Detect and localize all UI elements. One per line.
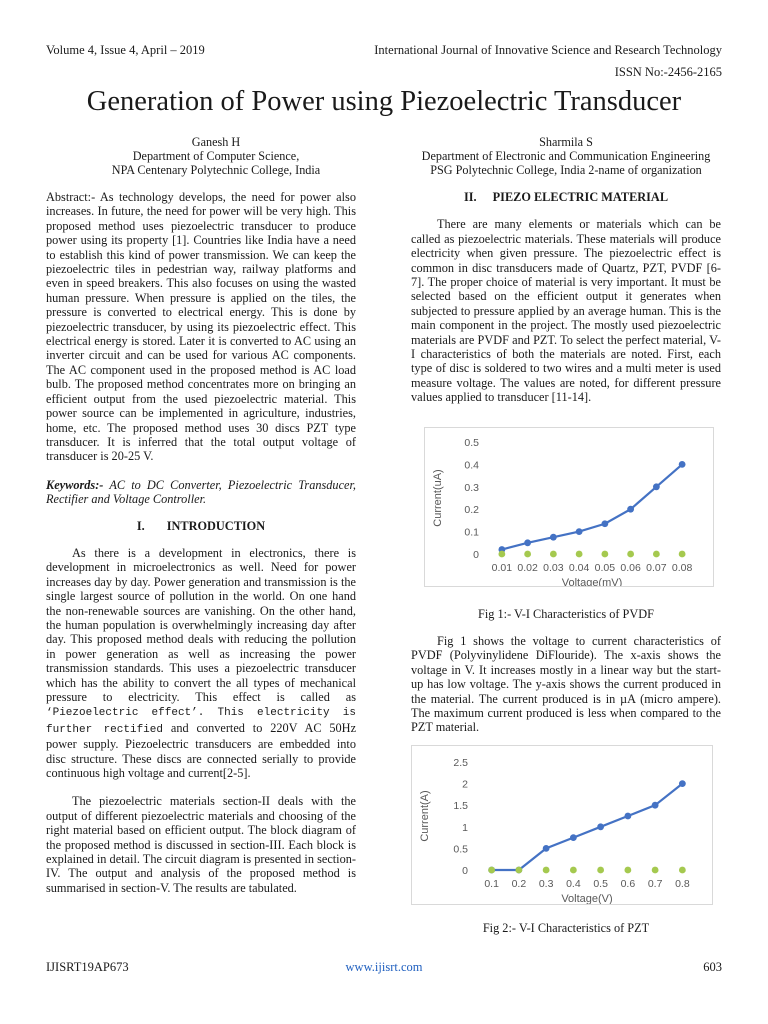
y-tick-label: 0.4 — [464, 459, 479, 472]
intro-text-mono: ‘Piezoelectric effect’. This electricity is further rectified — [46, 707, 356, 736]
x-axis-label: Voltage(V) — [561, 893, 613, 904]
data-point — [653, 483, 660, 490]
chart-2-svg — [412, 746, 712, 904]
baseline-point — [652, 867, 659, 874]
y-axis-label: Current(uA) — [432, 469, 444, 527]
x-tick-label: 0.1 — [484, 878, 499, 890]
data-point — [679, 461, 686, 468]
figure-1-chart — [424, 427, 714, 587]
section2-paragraph-2: Fig 1 shows the voltage to current characteristics of PVDF (Polyvinylidene DiFlouride). The x-axis shows the voltage in V. It increases mostly in a linear way but the start-up has low voltage. The y-axis shows the current produced in the material. The current produced is in µA (micro ampere). The maximum current produced is less when compared to the PZT material. — [411, 634, 721, 735]
x-tick-label: 0.02 — [517, 562, 538, 574]
figure-2-caption: Fig 2:- V-I Characteristics of PZT — [482, 921, 650, 935]
baseline-point — [624, 867, 631, 874]
x-tick-label: 0.5 — [593, 878, 608, 890]
x-tick-label: 0.04 — [568, 562, 590, 574]
series-line — [492, 784, 683, 870]
y-tick-label: 1 — [462, 821, 468, 834]
footer-id: IJISRT19AP673 — [46, 960, 129, 974]
x-tick-label: 0.7 — [647, 878, 663, 890]
x-tick-label: 0.07 — [646, 562, 667, 574]
baseline-point — [515, 867, 522, 874]
data-point — [627, 506, 634, 513]
baseline-point — [570, 867, 577, 874]
intro-text-b: and converted to 220V AC 50Hz power supply. Piezoelectric transducers are embedded into disc structure. These discs are connected serially to provide continuous high voltage and current[2-5]. — [46, 720, 357, 781]
data-point — [524, 539, 531, 546]
baseline-point — [498, 551, 505, 558]
intro-paragraph-2: The piezoelectric materials section-II deals with the output of different piezoelectric materials and choosing of the right material based on efficient output. The block diagram of the proposed method is discussed in section-III. Each block is explained in detail. The circuit diagram is presented in section-IV. The output and analysis of the proposed method is summarised in section-V. The results are tabulated. — [46, 794, 356, 895]
intro-text-a: As there is a development in electronics, there is development in microelectronics as well. Need for power increases day by day. Power generation and transmission is the single largest source of pollution in the world. On one hand the non-renewable sources are vanishing. On the other hand, the human population is overwhelmingly increasing day after day. This proposed method deals with reducing the pollution in power generation as well as increasing the power transmission standards. This uses a piezoelectric transducer which has the ability to convert the all types of mechanical pressure to electricity. This effect is called as — [46, 545, 356, 704]
y-tick-label: 0.2 — [464, 504, 479, 517]
section2-heading — [411, 190, 721, 204]
x-axis-label: Voltage(mV) — [561, 577, 623, 586]
x-tick-label: 0.05 — [594, 562, 616, 574]
keywords — [46, 478, 356, 507]
series-line — [502, 464, 682, 549]
intro-paragraph-1 — [46, 546, 356, 781]
y-tick-label: 2.5 — [453, 757, 468, 769]
baseline-point — [627, 551, 634, 558]
x-tick-label: 0.6 — [620, 878, 636, 890]
section-title: INTRODUCTION — [166, 518, 266, 533]
baseline-point — [524, 551, 531, 558]
baseline-point — [597, 867, 604, 874]
journal-name: International Journal of Innovative Science and Research Technology — [374, 43, 722, 57]
y-axis-label: Current(A) — [419, 790, 431, 842]
x-tick-label: 0.03 — [543, 562, 564, 574]
keywords-text: AC to DC Converter, Piezoelectric Transducer, Rectifier and Voltage Controller. — [46, 477, 356, 507]
y-tick-label: 0 — [473, 549, 479, 561]
left-column — [46, 190, 356, 895]
data-point — [601, 520, 608, 527]
data-point — [597, 823, 604, 830]
intro-heading — [46, 519, 356, 533]
data-point — [550, 534, 557, 541]
baseline-point — [653, 551, 660, 558]
baseline-point — [576, 551, 583, 558]
author-name: Ganesh H — [191, 135, 241, 149]
issn: ISSN No:-2456-2165 — [614, 65, 722, 79]
x-tick-label: 0.01 — [491, 562, 513, 574]
x-tick-label: 0.8 — [675, 878, 690, 890]
x-tick-label: 0.08 — [671, 562, 693, 574]
data-point — [570, 834, 577, 841]
chart-1-svg — [425, 428, 713, 586]
right-column — [411, 190, 721, 405]
data-point — [652, 802, 659, 809]
paper-title: Generation of Power using Piezoelectric Transducer — [86, 86, 682, 117]
x-tick-label: 0.06 — [620, 562, 641, 574]
y-tick-label: 0 — [462, 865, 468, 877]
data-point — [679, 780, 686, 787]
author-2 — [396, 135, 736, 177]
baseline-point — [543, 867, 550, 874]
section2-paragraph-1: There are many elements or materials which can be called as piezoelectric materials. These materials will produce electricity when given pressure. The piezoelectric effect is common in disc transducers made of Quartz, PZT, PVDF [6-7]. The proper choice of material is very important. It must be selected based on the efficient output it generates when subjected to pressure applied by an average human. This is the main component in the project. The mostly used piezoelectric materials are PVDF and PZT. To select the perfect material, V-I characteristics of both the materials are noted. First, each type of disc is soldered to two wires and a multi meter is used measure voltage. The values are noted, for different pressure values applied to transducer [11-14]. — [411, 217, 721, 405]
baseline-point — [488, 867, 495, 874]
baseline-point — [679, 551, 686, 558]
y-tick-label: 0.5 — [453, 843, 468, 856]
figure-2-chart — [411, 745, 713, 905]
figure-1-caption: Fig 1:- V-I Characteristics of PVDF — [478, 607, 654, 621]
y-tick-label: 2 — [462, 778, 468, 791]
author-1 — [46, 135, 386, 177]
x-tick-label: 0.2 — [511, 878, 527, 890]
author-inst: NPA Centenary Polytechnic College, India — [111, 163, 321, 177]
page-number: 603 — [703, 960, 722, 974]
data-point — [624, 813, 631, 820]
baseline-point — [679, 867, 686, 874]
y-tick-label: 1.5 — [453, 800, 468, 813]
data-point — [576, 528, 583, 535]
author-dept: Department of Electronic and Communication Engineering — [421, 149, 711, 163]
author-dept: Department of Computer Science, — [132, 149, 300, 163]
x-tick-label: 0.3 — [538, 878, 554, 890]
y-tick-label: 0.5 — [464, 437, 479, 449]
section-number: II. — [463, 190, 477, 204]
baseline-point — [550, 551, 557, 558]
section-title: PIEZO ELECTRIC MATERIAL — [492, 190, 669, 204]
x-tick-label: 0.4 — [566, 878, 581, 890]
keywords-label: Keywords:- — [46, 477, 104, 492]
abstract: Abstract:- As technology develops, the need for power also increases. In future, the need for power will be very high. This proposed method uses piezoelectric transducer to produce power using its property [1]. Countries like India have a need to establish this kind of power transmission. We can keep the piezoelectric tiles in pedestrian way, railway platforms and even in speed breakers. This also focuses on using the wasted human pressure. When pressure is applied on the tiles, the pressure is converted to electrical energy. This is done by piezoelectric transducer, by using its piezoelectric effect. This electrical energy is stored. Later it is converted to AC using an inverter circuit and can be used for various AC components. The AC component used in the proposed method is AC load bulb. The proposed method concentrates more on bringing an efficient output from the used piezoelectric material. This power source can be implemented in agriculture, industries, home, etc. The proposed method uses 30 discs PZT type transducer. It is inferred that the total output voltage of transducer is 20-25 V. — [46, 190, 356, 464]
footer-website-link[interactable]: www.ijisrt.com — [345, 960, 423, 974]
journal-volume: Volume 4, Issue 4, April – 2019 — [46, 43, 205, 57]
author-inst: PSG Polytechnic College, India 2-name of organization — [430, 163, 702, 177]
y-tick-label: 0.3 — [464, 481, 479, 494]
y-tick-label: 0.1 — [464, 526, 479, 539]
data-point — [543, 845, 550, 852]
section2-paragraph-2-wrap — [411, 634, 721, 735]
author-name: Sharmila S — [539, 135, 593, 149]
baseline-point — [601, 551, 608, 558]
section-number: I. — [136, 518, 145, 533]
